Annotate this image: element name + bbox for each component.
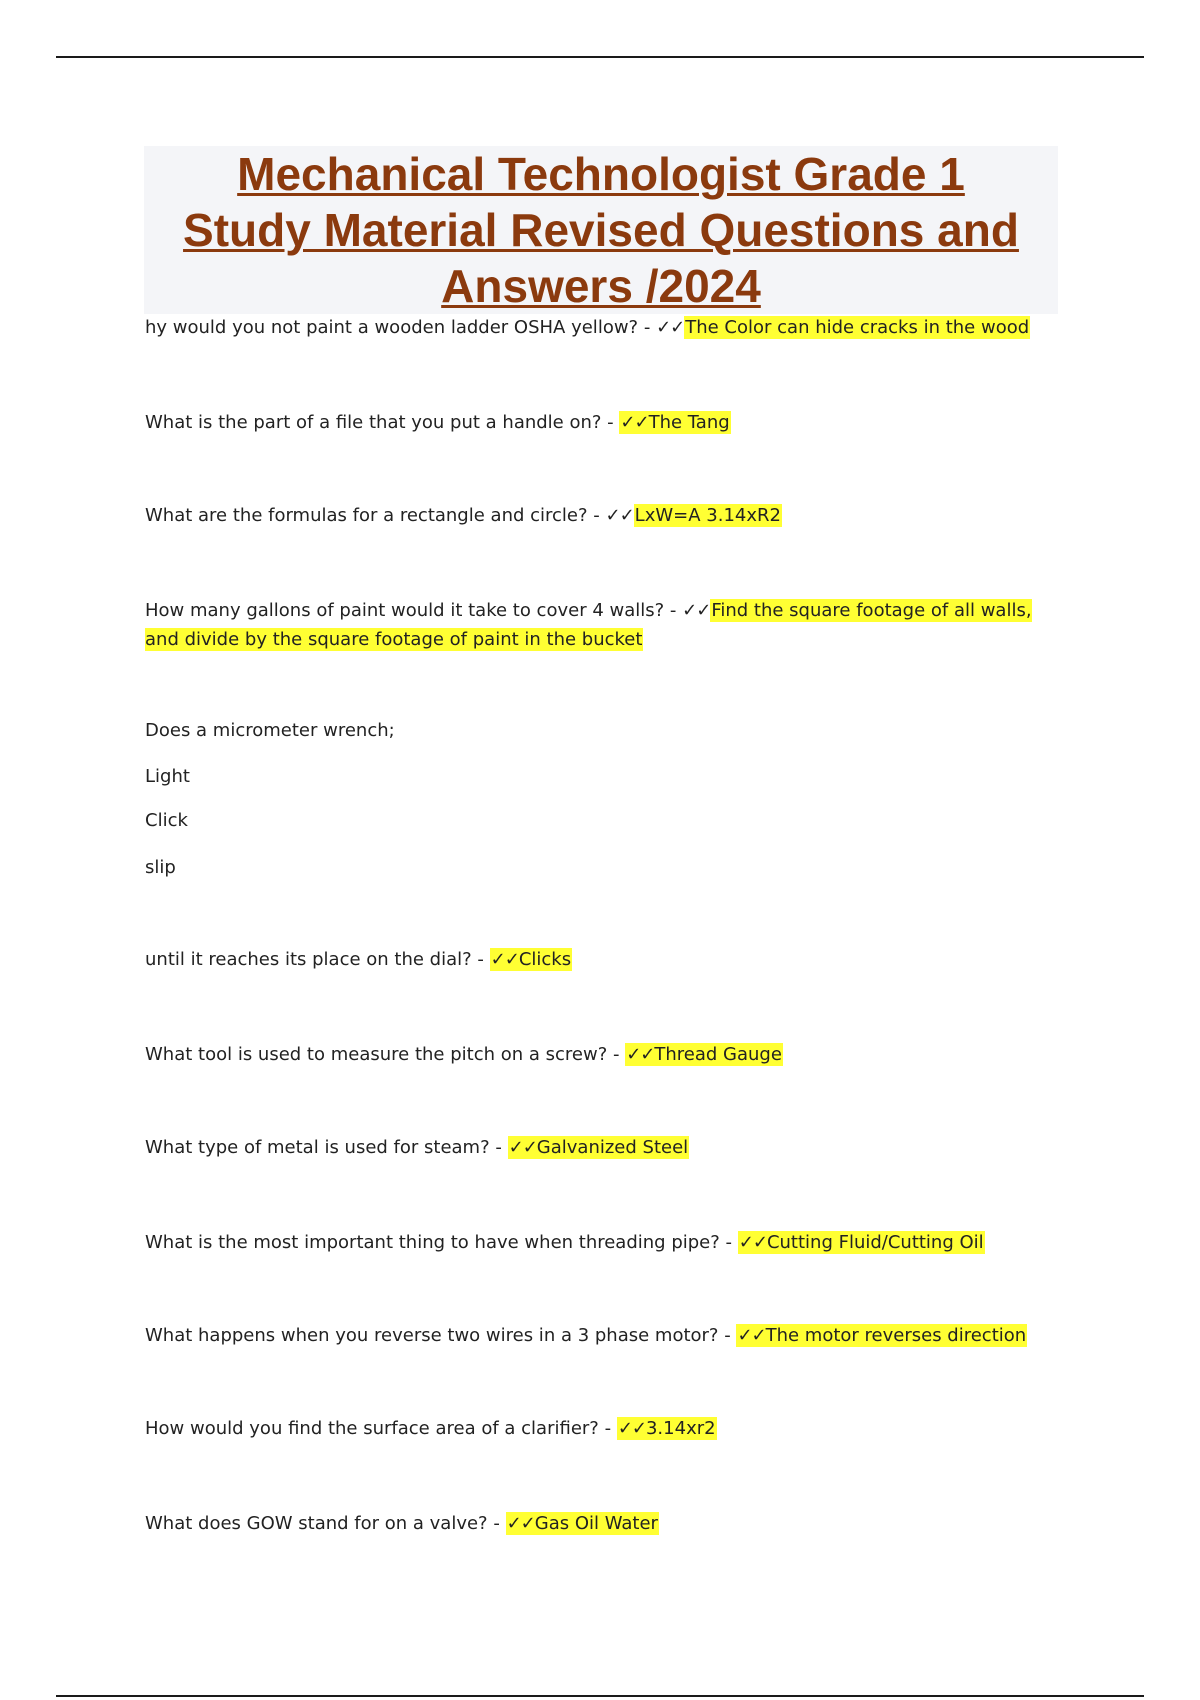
question-text: hy would you not paint a wooden ladder OSHA yellow?	[145, 317, 639, 338]
option-slip: slip	[145, 857, 176, 878]
qa-item: How would you find the surface area of a clarifier? - ✓✓3.14xr2	[145, 1418, 716, 1439]
qa-item: What type of metal is used for steam? - ✓✓Galvanized Steel	[145, 1137, 689, 1158]
title-line-1: Mechanical Technologist Grade 1	[237, 148, 965, 200]
option-light: Light	[145, 766, 190, 787]
question-text: What is the most important thing to have when threading pipe?	[145, 1232, 720, 1253]
qa-item: What does GOW stand for on a valve? - ✓✓Gas Oil Water	[145, 1513, 658, 1534]
check-mark-icon: ✓✓	[626, 1044, 655, 1065]
check-mark-icon: ✓✓	[605, 505, 634, 526]
qa-item: How many gallons of paint would it take to cover 4 walls? - ✓✓Find the square footage of all walls, and divide by the square footage of paint in the bucket	[145, 600, 1032, 650]
check-mark-icon: ✓✓	[506, 1513, 535, 1534]
question-text: What is the part of a file that you put a handle on?	[145, 412, 602, 433]
micrometer-prompt: Does a micrometer wrench;	[145, 720, 395, 741]
title-block	[144, 146, 1058, 314]
qa-item: What is the part of a file that you put a handle on? - ✓✓The Tang	[145, 412, 730, 433]
option-click: Click	[145, 810, 188, 831]
qa-item: What are the formulas for a rectangle and circle? - ✓✓LxW=A 3.14xR2	[145, 505, 781, 526]
question-text: until it reaches its place on the dial?	[145, 949, 472, 970]
check-mark-icon: ✓✓	[656, 317, 685, 338]
answer-text: The Color can hide cracks in the wood	[685, 317, 1030, 338]
check-mark-icon: ✓✓	[617, 1418, 646, 1439]
answer-text: The Tang	[648, 412, 730, 433]
question-text: What tool is used to measure the pitch on a screw?	[145, 1044, 608, 1065]
question-text: How would you find the surface area of a clarifier?	[145, 1418, 599, 1439]
answer-text: Thread Gauge	[654, 1044, 782, 1065]
check-mark-icon: ✓✓	[490, 949, 519, 970]
qa-item: until it reaches its place on the dial? - ✓✓Clicks	[145, 949, 572, 970]
answer-text: Clicks	[518, 949, 572, 970]
answer-text: 3.14xr2	[645, 1418, 716, 1439]
question-text: What happens when you reverse two wires in a 3 phase motor?	[145, 1325, 719, 1346]
document-title	[144, 146, 1058, 314]
qa-item: What is the most important thing to have when threading pipe? - ✓✓Cutting Fluid/Cutting Oil	[145, 1232, 984, 1253]
answer-text: Find the square footage of all walls, and divide by the square footage of paint in the bucket	[145, 600, 1032, 650]
question-text: How many gallons of paint would it take to cover 4 walls?	[145, 600, 665, 621]
check-mark-icon: ✓✓	[682, 600, 711, 621]
answer-text: The motor reverses direction	[765, 1325, 1027, 1346]
question-text: What type of metal is used for steam?	[145, 1137, 490, 1158]
title-line-2: Study Material Revised Questions and	[183, 204, 1019, 256]
bottom-rule	[56, 1695, 1144, 1697]
answer-text: Cutting Fluid/Cutting Oil	[766, 1232, 984, 1253]
qa-item: What happens when you reverse two wires in a 3 phase motor? - ✓✓The motor reverses direction	[145, 1325, 1027, 1346]
question-text: What does GOW stand for on a valve?	[145, 1513, 488, 1534]
check-mark-icon: ✓✓	[737, 1325, 766, 1346]
check-mark-icon: ✓✓	[508, 1137, 537, 1158]
check-mark-icon: ✓✓	[738, 1232, 767, 1253]
answer-text: LxW=A 3.14xR2	[634, 505, 781, 526]
check-mark-icon: ✓✓	[620, 412, 649, 433]
answer-text: Gas Oil Water	[534, 1513, 658, 1534]
top-rule	[56, 56, 1144, 58]
answer-text: Galvanized Steel	[536, 1137, 689, 1158]
question-text: What are the formulas for a rectangle and circle?	[145, 505, 588, 526]
qa-item: What tool is used to measure the pitch on a screw? - ✓✓Thread Gauge	[145, 1044, 782, 1065]
qa-item: hy would you not paint a wooden ladder OSHA yellow? - ✓✓The Color can hide cracks in the wood	[145, 317, 1030, 338]
title-line-3: Answers /2024	[441, 260, 761, 312]
